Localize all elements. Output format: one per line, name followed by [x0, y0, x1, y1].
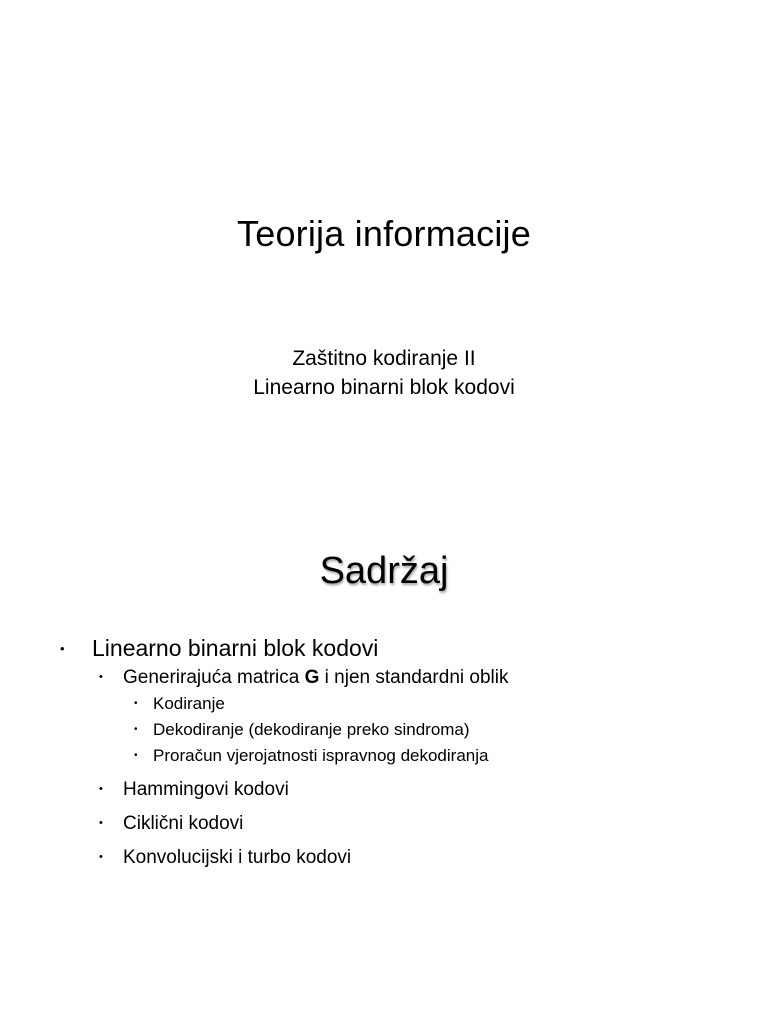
list-item-text: Kodiranje	[153, 694, 225, 713]
contents-slide	[0, 500, 768, 1024]
list-item-text: Konvolucijski i turbo kodovi	[123, 847, 352, 868]
list-item-text: Generirajuća matrica	[123, 667, 305, 688]
list-item-text: i njen standardni oblik	[319, 667, 509, 688]
subtitle-line-2: Linearno binarni blok kodovi	[253, 376, 515, 399]
list-item-text: Dekodiranje (dekodiranje preko sindroma)	[153, 720, 470, 739]
list-item	[0, 664, 768, 691]
list-item	[0, 810, 768, 837]
list-item-text: Ciklični kodovi	[123, 813, 244, 834]
list-item	[0, 632, 768, 664]
bullet-icon: •	[134, 724, 138, 735]
title-slide	[0, 0, 768, 500]
presentation-title: Teorija informacije	[237, 213, 531, 254]
bullet-icon: •	[134, 750, 138, 761]
list-item-text: Hammingovi kodovi	[123, 779, 289, 800]
contents-list	[0, 632, 768, 871]
bullet-icon: •	[60, 641, 65, 656]
presentation-subtitle	[0, 344, 768, 402]
bullet-icon: •	[99, 851, 103, 863]
contents-title: Sadržaj	[319, 550, 449, 592]
list-item	[0, 776, 768, 803]
list-item	[0, 844, 768, 871]
list-item	[0, 717, 768, 743]
list-item	[0, 743, 768, 769]
bullet-icon: •	[99, 783, 103, 795]
subtitle-line-1: Zaštitno kodiranje II	[292, 347, 476, 370]
list-item-text: Linearno binarni blok kodovi	[92, 635, 379, 661]
list-item	[0, 691, 768, 717]
list-item-text: Proračun vjerojatnosti ispravnog dekodiranja	[153, 746, 489, 765]
bullet-icon: •	[99, 671, 103, 683]
bullet-icon: •	[99, 817, 103, 829]
matrix-symbol: G	[304, 667, 320, 688]
bullet-icon: •	[134, 698, 138, 709]
